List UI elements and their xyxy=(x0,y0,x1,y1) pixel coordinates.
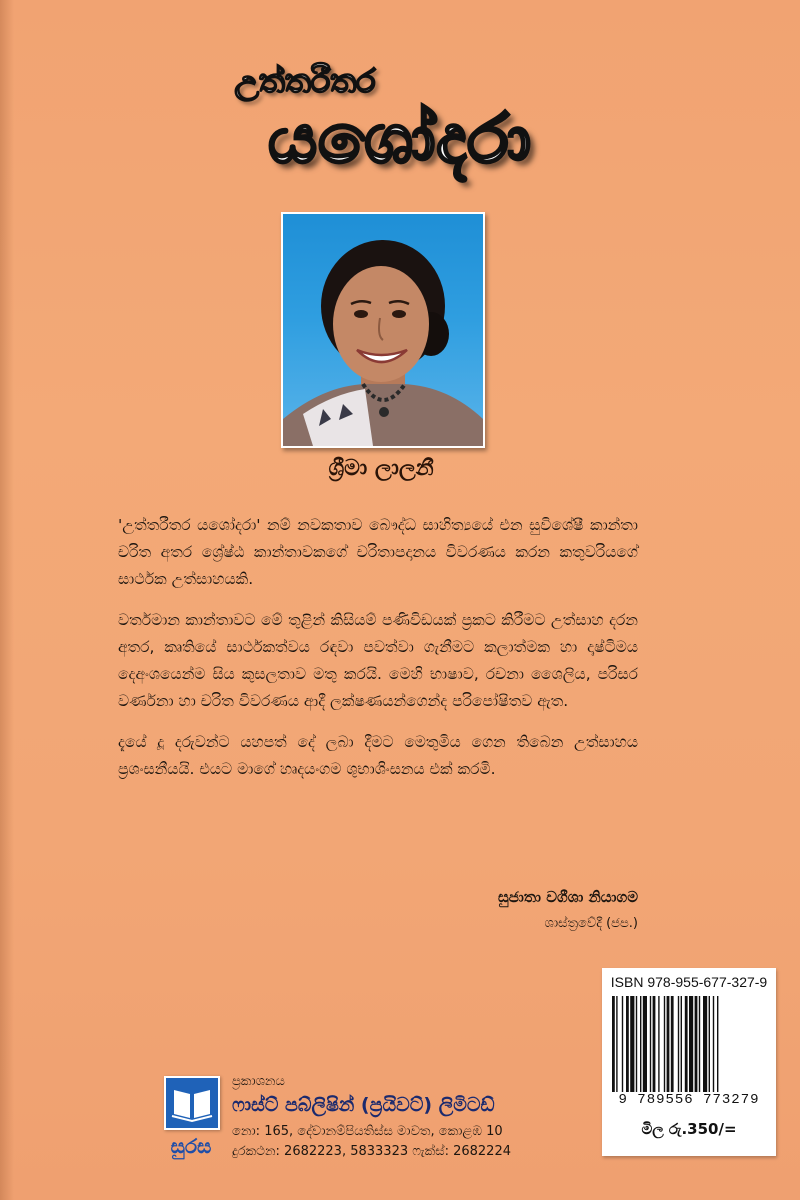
barcode-bar xyxy=(622,996,623,1092)
author-photo xyxy=(281,212,485,448)
barcode-bar xyxy=(658,996,659,1092)
barcode-bar xyxy=(640,996,641,1092)
barcode-bar xyxy=(678,996,679,1092)
blurb-paragraph-2: වර්තමාන කාන්තාවට මේ තුළින් කිසියම් පණිවිඩයක් ප්‍රකට කිරීමට උත්සාහ දරන අතර, කෘතියේ සාර්ථකත්වය රඳවා පවත්වා ගැනීමට කලාත්මක හා දෘෂ්ටිමය දෙඅංශයෙන්ම සිය කුසලතාව මතු කරයි. මෙහි භාෂාව, රචනා ශෛලිය, පරිසර වර්ණනා හා චරිත විවරණය ආදී ලක්ෂණයන්ගෙන්ද පරිපෝෂිතව ඇත. xyxy=(118,611,638,710)
barcode-bar xyxy=(636,996,637,1092)
barcode-bar xyxy=(664,996,665,1092)
barcode-bar xyxy=(685,996,688,1092)
publisher-phone: දුරකථන: 2682223, 5833323 ෆැක්ස්: 2682224 xyxy=(232,1144,511,1159)
reviewer-name: සුජාතා වගීශා නියාගම xyxy=(497,888,638,906)
barcode-bar xyxy=(667,996,670,1092)
publisher-label: ප්‍රකාශනය xyxy=(232,1074,285,1089)
barcode-bar xyxy=(717,996,718,1092)
barcode-bar xyxy=(650,996,651,1092)
publisher-address: නො: 165, දේවානම්පියතිස්ස මාවත, කොළඹ 10 xyxy=(232,1124,503,1139)
barcode-bar xyxy=(653,996,656,1092)
author-name: ශ්‍රීමා ලාලනී xyxy=(328,456,434,481)
title-line-1: උත්තරීතර xyxy=(234,62,376,100)
reviewer-title: ශාස්ත්‍රවේදී (ජප.) xyxy=(544,916,638,931)
barcode-bar xyxy=(689,996,693,1092)
barcode-bar xyxy=(626,996,629,1092)
isbn-label: ISBN 978-955-677-327-9 xyxy=(610,974,768,990)
barcode-bar xyxy=(643,996,647,1092)
blurb-paragraph-1: 'උත්තරීතර යශෝදරා' නම් නවකතාව බෞද්ධ සාහිත්‍යයේ එන සුවිශේෂී කාන්තා චරිත අතර ශ්‍රේෂ්ඨ කාන්තාවකගේ චරිතාපදානය විවරණය කරන කතුවරියගේ සාර්ථක උත්සාහයකි. xyxy=(118,516,638,588)
blurb-paragraph-3: දැයේ දූ දරුවන්ට යහපත් දේ ලබා දීමට මෙතුමිය ගෙන තිබෙන උත්සාහය ප්‍රශංසනීයයි. එයට මාගේ හෘදයංගම ශුභාශිංසනය එක් කරමි. xyxy=(118,733,638,778)
barcode-number: 9 789556 773279 xyxy=(618,1092,760,1108)
spine-shadow xyxy=(0,0,14,1200)
blurb-text xyxy=(118,512,638,797)
publisher-name: ෆාස්ට් පබ්ලිෂින් (ප්‍රයිවට්) ලිමිටඩ් xyxy=(232,1094,495,1116)
barcode-bar xyxy=(703,996,707,1092)
price-label: මිල රු.350/= xyxy=(641,1120,737,1138)
barcode-bar xyxy=(681,996,682,1092)
publisher-logo-text: සුරස xyxy=(170,1134,212,1158)
barcode-bar xyxy=(695,996,698,1092)
barcode-bar xyxy=(713,996,714,1092)
barcode-icon xyxy=(610,996,768,1092)
barcode-bar xyxy=(699,996,700,1092)
title-line-2: යශෝදරා xyxy=(268,100,532,179)
barcode-bar xyxy=(709,996,710,1092)
barcode-bar xyxy=(612,996,615,1092)
barcode-bar xyxy=(616,996,617,1092)
barcode-bar xyxy=(630,996,634,1092)
barcode-panel xyxy=(602,968,776,1156)
publisher-logo-icon xyxy=(164,1076,220,1130)
barcode-bar xyxy=(671,996,674,1092)
